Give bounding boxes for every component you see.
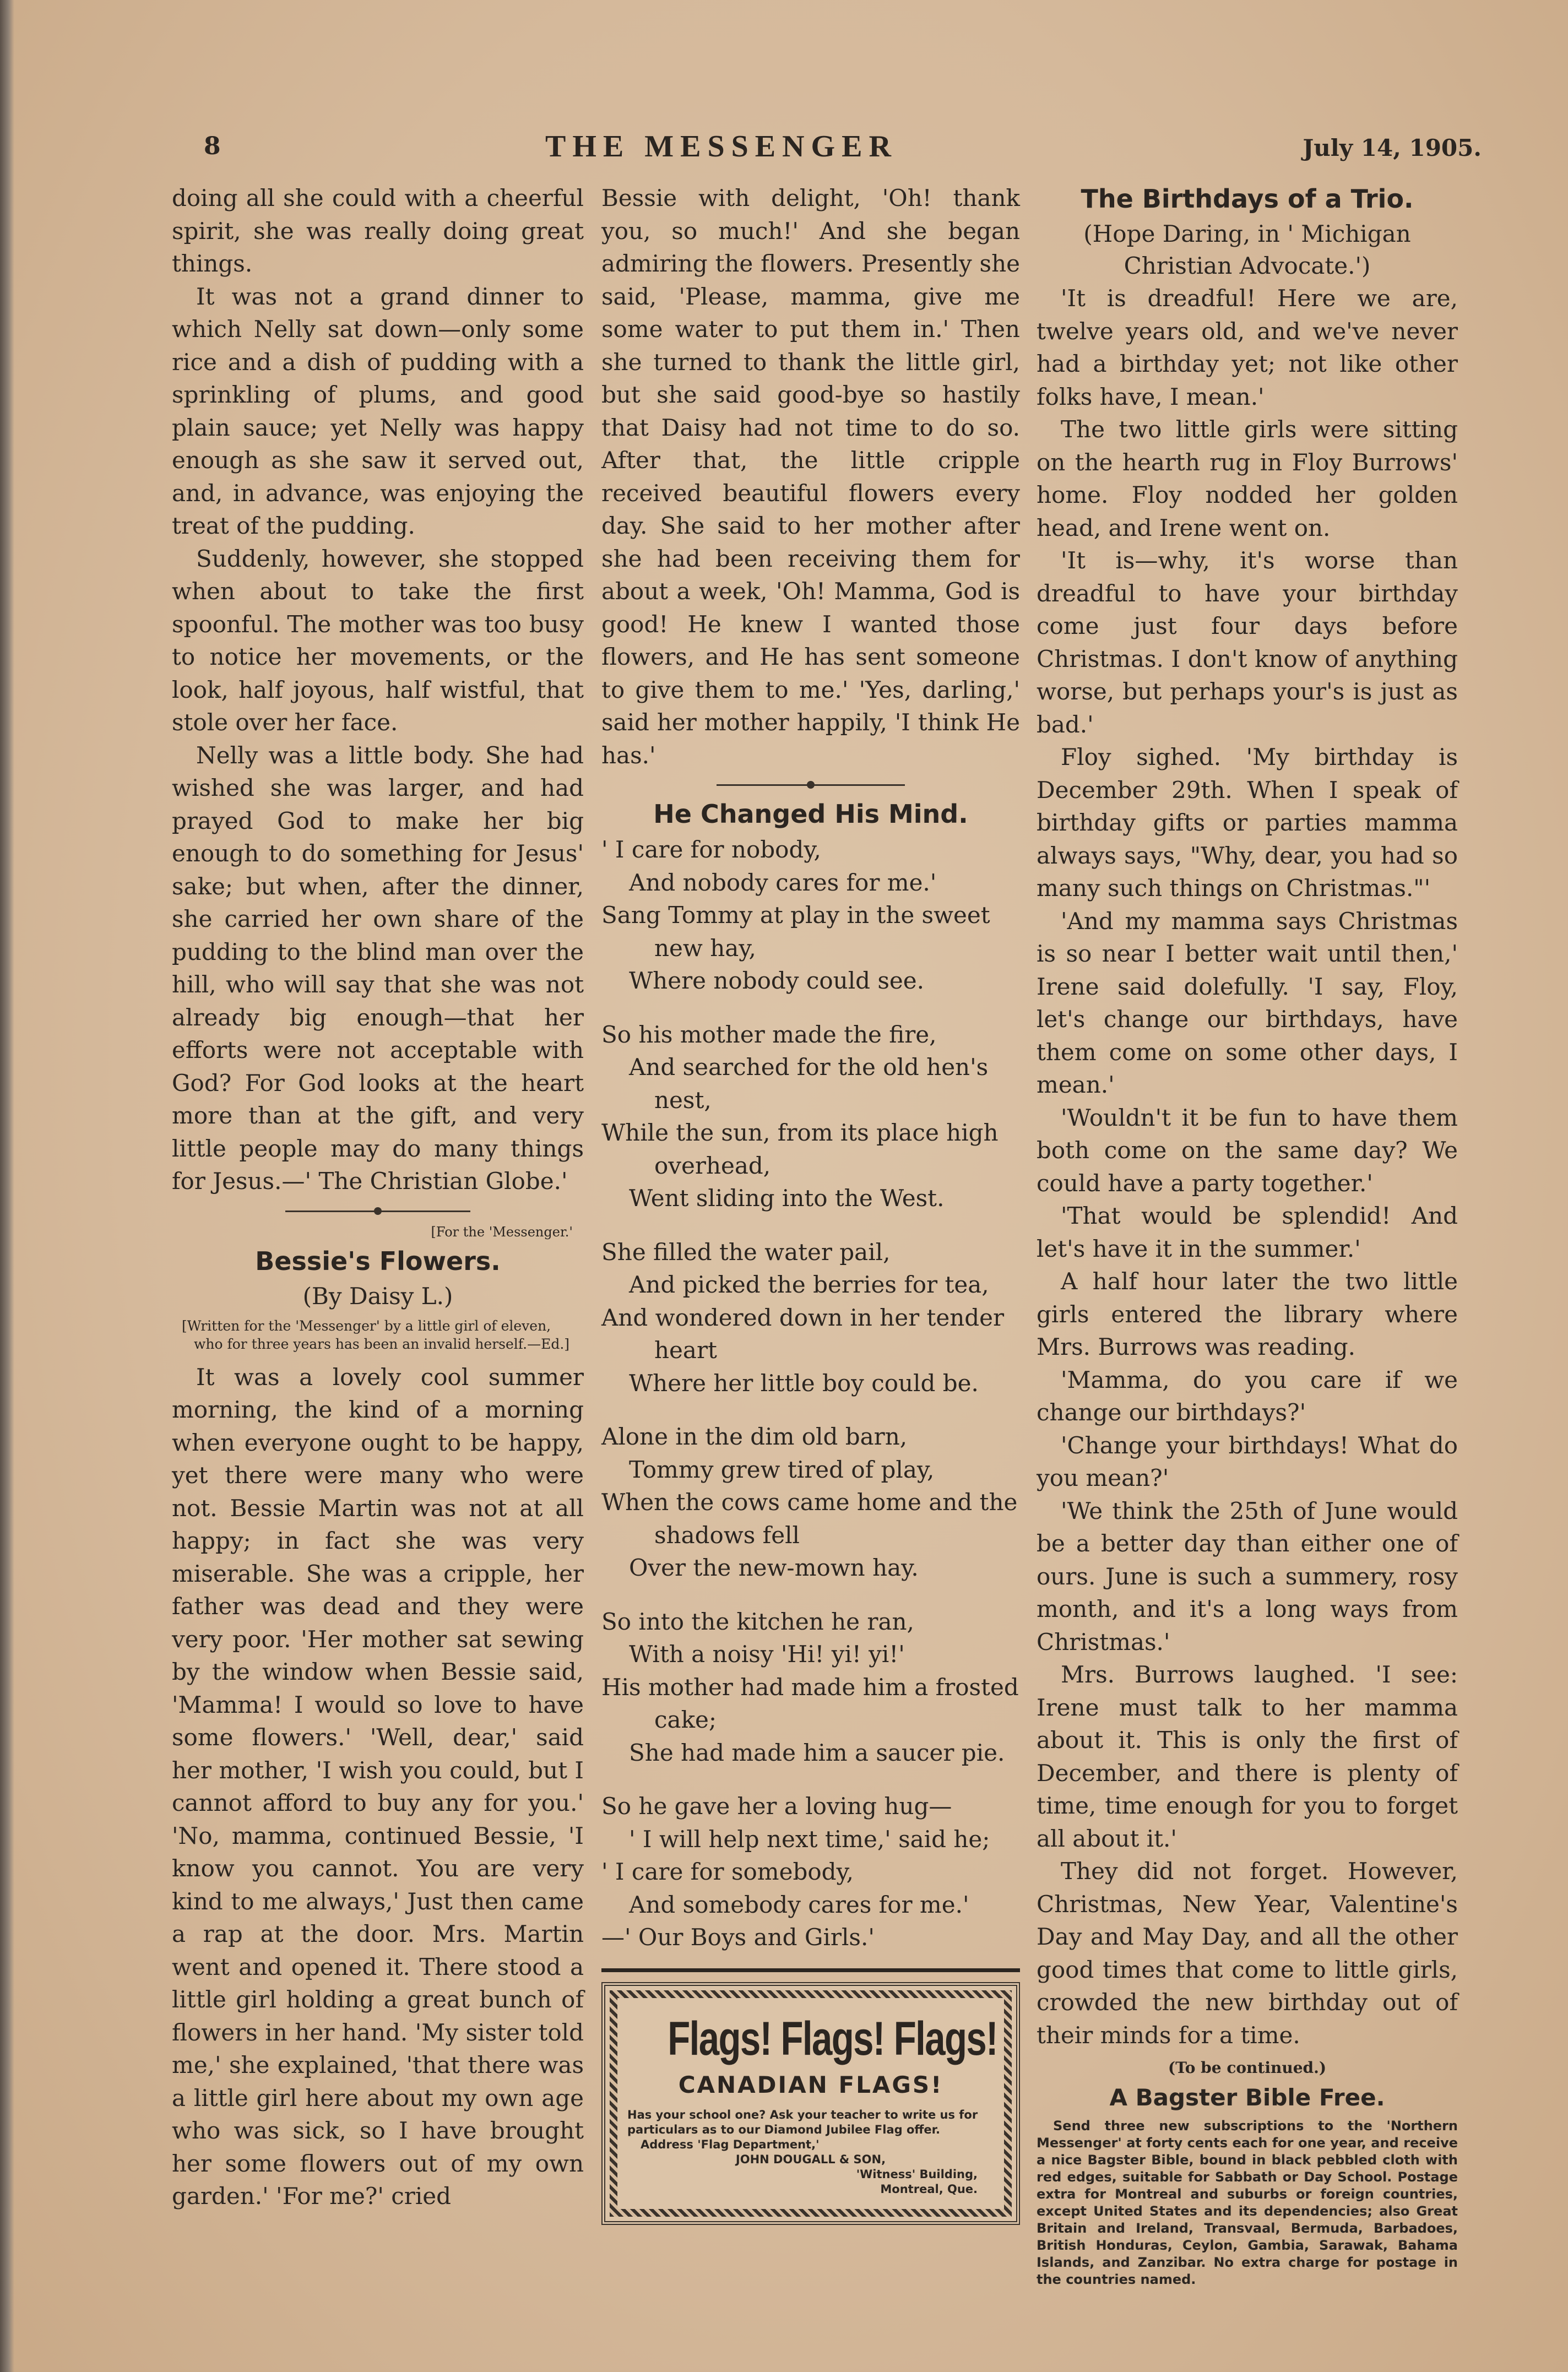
story-byline: (Hope Daring, in ' Michigan Christian Advocate.') [1083, 220, 1411, 279]
flags-advertisement [601, 1982, 1020, 2226]
paragraph: Suddenly, however, she stopped when about to take the first spoonful. The mother was too busy to notice her movements, or the look, half joyous, half wistful, that stole over her face. [172, 545, 584, 736]
paragraph: Mrs. Burrows laughed. 'I see: Irene must talk to her mamma about it. This is only the first of December, and there is plenty of time, time enough for you to forget all about it.' [1037, 1661, 1458, 1852]
paragraph: A half hour later the two little girls entered the library where Mrs. Burrows was reading. [1037, 1268, 1458, 1360]
story-title: Bessie's Flowers. [255, 1246, 501, 1276]
ad-text: Address 'Flag Department,' [641, 2138, 820, 2151]
ornamental-divider [717, 779, 905, 790]
paragraph: 'Mamma, do you care if we change our birthdays?' [1037, 1366, 1458, 1426]
story-credit: [For the 'Messenger.' [431, 1224, 573, 1240]
paragraph: 'It is—why, it's worse than dreadful to have your birthday come just four days before Christmas. I don't know of anything worse, but perhaps your's is just as bad.' [1037, 547, 1458, 738]
poem [601, 833, 1020, 1954]
poem-line: She filled the water pail, [601, 1238, 891, 1266]
poem-line: And wondered down in her tender [601, 1304, 1005, 1331]
paragraph: 'Change your birthdays! What do you mean?' [1037, 1431, 1458, 1491]
poem-line: Over the new-mown hay. [629, 1554, 919, 1581]
paragraph: Floy sighed. 'My birthday is December 29th. When I speak of birthday gifts or parties mamma always says, "Why, dear, you had so many such things on Christmas."' [1037, 743, 1458, 902]
ad-greek-key-border [610, 1990, 1012, 2217]
paragraph: 'We think the 25th of June would be a better day than either one of ours. June is such a summery, rosy month, and it's a long ways from Christmas.' [1037, 1497, 1458, 1655]
poem-line: Alone in the dim old barn, [601, 1423, 908, 1450]
poem-line: Where her little boy could be. [629, 1369, 979, 1397]
paragraph: The two little girls were sitting on the hearth rug in Floy Burrows' home. Floy nodded her golden head, and Irene went on. [1037, 416, 1458, 541]
poem-line: Where nobody could see. [629, 967, 924, 994]
paper-title: THE MESSENGER [545, 129, 898, 164]
poem-line: So into the kitchen he ran, [601, 1608, 914, 1635]
poem-line: His mother had made him a frosted [601, 1673, 1019, 1701]
poem-title: He Changed His Mind. [653, 799, 968, 829]
paragraph: 'And my mamma says Christmas is so near I better wait until then,' Irene said dolefully. 'I say, Floy, let's change our birthdays, have them come on some other days, I mean.' [1037, 907, 1458, 1098]
poem-line: heart [654, 1337, 717, 1364]
poem-line: new hay, [654, 934, 756, 962]
poem-credit: —' Our Boys and Girls.' [601, 1924, 875, 1951]
ad-subheadline: CANADIAN FLAGS! [678, 2071, 943, 2098]
ad-text: 'Witness' Building, [856, 2168, 978, 2181]
poem-line: So he gave her a loving hug— [601, 1793, 952, 1820]
poem-line: overhead, [654, 1152, 771, 1179]
poem-line: Went sliding into the West. [629, 1185, 945, 1212]
poem-line: ' I will help next time,' said he; [629, 1825, 990, 1853]
poem-line: ' I care for nobody, [601, 836, 821, 863]
paragraph: 'Wouldn't it be fun to have them both come on the same day? We could have a party together.' [1037, 1104, 1458, 1197]
ad-body [627, 2108, 994, 2197]
column-2 [601, 182, 1020, 2225]
column-1 [172, 182, 584, 2213]
page-binding-edge [0, 0, 14, 2372]
poem-line: When the cows came home and the [601, 1489, 1018, 1516]
paragraph: They did not forget. However, Christmas, New Year, Valentine's Day and May Day, and all the other good times that come to little girls, crowded the new birthday out of their minds for a time. [1037, 1858, 1458, 2049]
to-be-continued: (To be continued.) [1168, 2059, 1327, 2077]
poem-line: And somebody cares for me.' [629, 1891, 969, 1918]
poem-line: So his mother made the fire, [601, 1021, 937, 1048]
paragraph: 'It is dreadful! Here we are, twelve years old, and we've never had a birthday yet; not like other folks have, I mean.' [1037, 285, 1458, 410]
poem-line: She had made him a saucer pie. [629, 1739, 1005, 1766]
poem-line: Tommy grew tired of play, [629, 1456, 935, 1483]
poem-line: While the sun, from its place high [601, 1119, 999, 1146]
paragraph: doing all she could with a cheerful spirit, she was really doing great things. [172, 184, 584, 277]
ad-text: Montreal, Que. [880, 2183, 978, 2196]
paragraph: It was a lovely cool summer morning, the kind of a morning when everyone ought to be happy, yet there were many who were not. Bessie Martin was not at all happy; in fact she was very miserable. She was a cripple, her father was dead and they were very poor. 'Her mother sat sewing by the window when Bessie said, 'Mamma! I would so love to have some flowers.' 'Well, dear,' said her mother, 'I wish you could, but I cannot afford to buy any for you.' 'No, mamma, continued Bessie, 'I know you cannot. You are very kind to me always,' Just then came a rap at the door. Mrs. Martin went and opened it. There stood a little girl holding a great bunch of flowers in her hand. 'My sister told me,' she explained, 'that there was a little girl here about my own age who was sick, so I have brought her some flowers out of my own garden.' 'For me?' cried [172, 1363, 584, 2210]
poem-line: And nobody cares for me.' [629, 869, 937, 896]
section-rule [601, 1968, 1020, 1972]
story-byline: (By Daisy L.) [302, 1282, 453, 1310]
bible-offer-body [1037, 2118, 1458, 2288]
poem-line: And searched for the old hen's [629, 1054, 989, 1081]
ad-text: JOHN DOUGALL & SON, [735, 2153, 886, 2166]
poem-line: shadows fell [654, 1521, 800, 1549]
bible-offer-text: Send three new subscriptions to the 'Northern Messenger' at forty cents each for one year, and receive a nice Bagster Bible, bound in black pebbled cloth with red edges, suitable for Sabbath or Day School. Postage extra for Montreal and suburbs or foreign countries, except United States and its dependencies; also Great Britain and Ireland, Transvaal, Bermuda, Barbadoes, British Honduras, Ceylon, Gambia, Sarawak, Bahama Islands, and Zanzibar. No extra charge for postage in the countries named. [1037, 2118, 1458, 2287]
column-3 [1037, 182, 1458, 2288]
poem-line: ' I care for somebody, [601, 1858, 854, 1885]
poem-line: And picked the berries for tea, [629, 1271, 989, 1298]
story-title: The Birthdays of a Trio. [1081, 184, 1414, 214]
paragraph: It was not a grand dinner to which Nelly sat down—only some rice and a dish of pudding with a sprinkling of plums, and good plain sauce; yet Nelly was happy enough as she saw it served out, and, in advance, was enjoying the treat of the pudding. [172, 283, 584, 539]
page-header [204, 129, 1482, 176]
poem-line: cake; [654, 1706, 717, 1733]
issue-date: July 14, 1905. [1303, 134, 1482, 161]
ad-text: Has your school one? Ask your teacher to write us for particulars as to our Diamond Jubilee Flag offer. [627, 2108, 978, 2136]
ornamental-divider [285, 1206, 471, 1217]
poem-line: With a noisy 'Hi! yi! yi!' [629, 1641, 905, 1668]
poem-line: Sang Tommy at play in the sweet [601, 902, 990, 929]
page-number: 8 [204, 132, 221, 160]
editor-note: [Written for the 'Messenger' by a little girl of eleven, who for three years has been an invalid herself.—Ed.] [182, 1317, 570, 1352]
paragraph: Bessie with delight, 'Oh! thank you, so much!' And she began admiring the flowers. Presently she said, 'Please, mamma, give me some water to put them in.' Then she turned to thank the little girl, but she said good-bye so hastily that Daisy had not time to do so. After that, the little cripple received beautiful flowers every day. She said to her mother after she had been receiving them for about a week, 'Oh! Mamma, God is good! He knew I wanted those flowers, and He has sent someone to give them to me.' 'Yes, darling,' said her mother happily, 'I think He has.' [601, 184, 1020, 769]
paragraph: Nelly was a little body. She had wished she was larger, and had prayed God to make her big enough to do something for Jesus' sake; but when, after the dinner, she carried her own share of the pudding to the blind man over the hill, who will say that she was not already big enough—that her efforts were not acceptable with God? For God looks at the heart more than at the gift, and very little people may do many things for Jesus.—' The Christian Globe.' [172, 741, 584, 1195]
ad-headline: Flags! Flags! Flags! [668, 2012, 997, 2065]
paragraph: 'That would be splendid! And let's have it in the summer.' [1037, 1202, 1458, 1262]
poem-line: nest, [654, 1086, 712, 1114]
bible-offer-title: A Bagster Bible Free. [1109, 2084, 1385, 2111]
